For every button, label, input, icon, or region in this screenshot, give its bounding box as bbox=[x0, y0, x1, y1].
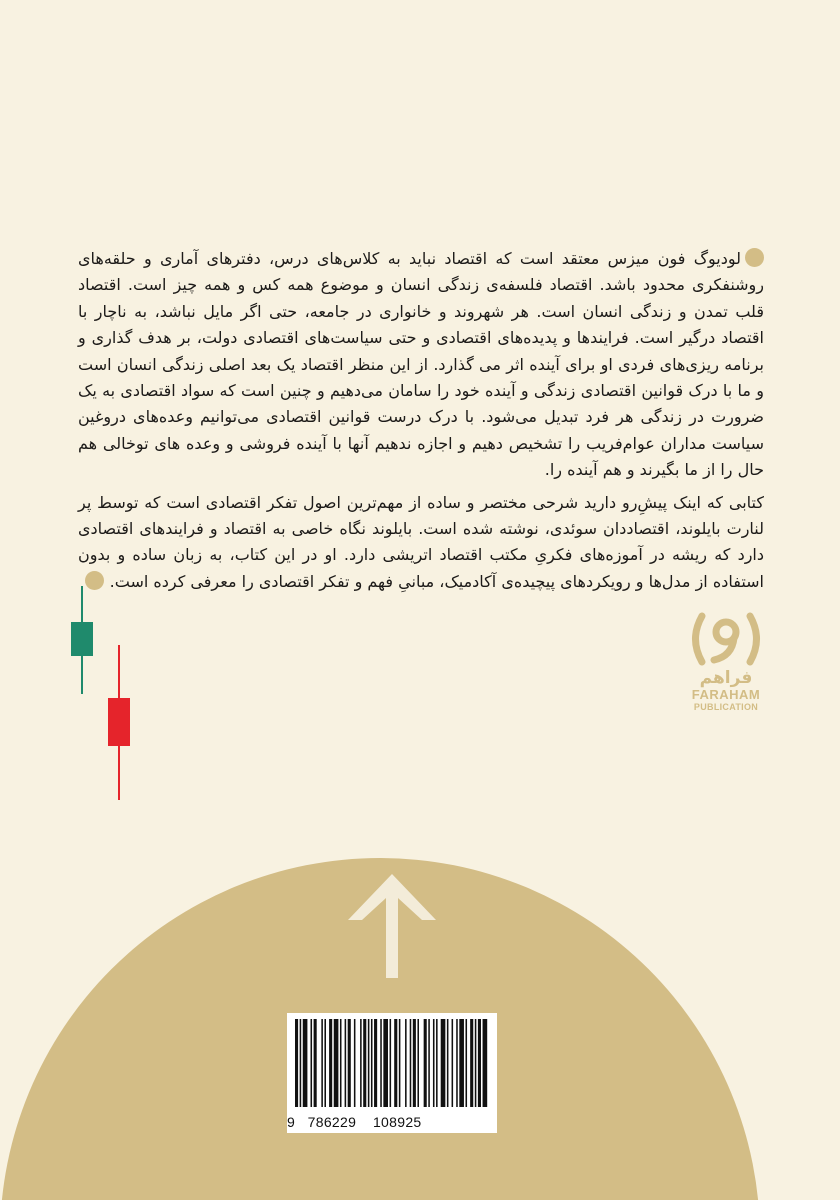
barcode-bar bbox=[368, 1019, 370, 1107]
paragraph-1-text: لودیوگ فون میزس معتقد است که اقتصاد نباید به کلاس‌های درس، دفترهای آماری و حلقه‌های روشنفکری محدود باشد. اقتصاد فلسفه‌ی زندگی انسان و موضوع همه کس و همه چیز است. اقتصاد قلب تمدن و زندگی انسان است. هر شهروند و خانواری در جامعه، حتی اگر مایل نباشد، به ناچار با اقتصاد درگیر است. فرایندها و پدیده‌های اقتصادی و حتی سیاست‌های اقتصادی دولت، بر هدف گذاری و برنامه ریزی‌های فردی او برای آینده اثر می گذارد. از این منظر اقتصاد یک بعد اصلی زندگی انسان است و ما با درک قوانین اقتصادی زندگی و آینده خود را سامان می‌دهیم و چنین است که سواد اقتصادی به یک ضرورت در زندگی هر فرد تبدیل می‌شود. با درک درست قوانین اقتصادی می‌توانیم وعده‌های دروغین سیاست مداران عوام‌فریب را تشخیص دهیم و اجازه ندهیم آنها با آینده فروشی و وعده های توخالی هم حال را از ما بگیرند و هم آینده را. bbox=[78, 249, 764, 480]
barcode-number bbox=[287, 1114, 497, 1130]
paragraph-2-text: کتابی که اینک پیشِ‌رو دارید شرحی مختصر و ساده از مهم‌ترین اصول تفکر اقتصادی است که توسط پر لنارت بایلوند، اقتصاددان سوئدی، نوشته شده است. بایلوند نگاه خاصی به اقتصاد و فرایندهای اقتصادی دارد که ریشه در آموزه‌های فکریِ مکتب اقتصاد اتریشی دارد. او در این کتاب، به زبان ساده و بدون استفاده از مدل‌ها و رویکردهای پیچیده‌ی آکادمیک، مبانیِ فهم و تفکر اقتصادی را معرفی کرده است. bbox=[78, 492, 764, 591]
barcode-bar bbox=[340, 1019, 342, 1107]
barcode-bar bbox=[405, 1019, 407, 1107]
barcode-bar bbox=[483, 1019, 488, 1107]
red-candle-icon bbox=[108, 645, 130, 800]
barcode-bar bbox=[324, 1019, 326, 1107]
publisher-name-en: FARAHAM bbox=[691, 687, 761, 702]
barcode-bar bbox=[363, 1019, 366, 1107]
publisher-logo bbox=[686, 612, 766, 713]
barcode-bar bbox=[334, 1019, 339, 1107]
publisher-emblem-icon bbox=[688, 612, 764, 666]
barcode-bar bbox=[466, 1019, 468, 1107]
barcode-bar bbox=[447, 1019, 449, 1107]
barcode-bar bbox=[348, 1019, 351, 1107]
barcode-bar bbox=[360, 1019, 362, 1107]
barcode-bar bbox=[470, 1019, 473, 1107]
green-candle-icon bbox=[71, 586, 93, 694]
barcode-bar bbox=[394, 1019, 397, 1107]
barcode-bar bbox=[456, 1019, 458, 1107]
barcode-bar bbox=[303, 1019, 308, 1107]
barcode-bar bbox=[383, 1019, 388, 1107]
publisher-name-fa: فراهم bbox=[699, 668, 753, 688]
barcode-bar bbox=[371, 1019, 373, 1107]
barcode-bar bbox=[433, 1019, 435, 1107]
description-paragraph-1 bbox=[78, 246, 764, 484]
barcode-bar bbox=[354, 1019, 356, 1107]
barcode-bar bbox=[399, 1019, 401, 1107]
barcode-bar bbox=[478, 1019, 481, 1107]
barcode-bar bbox=[321, 1019, 323, 1107]
description-paragraph-2 bbox=[78, 490, 764, 596]
barcode-bar bbox=[311, 1019, 313, 1107]
barcode-group-2: 108925 bbox=[372, 1114, 422, 1130]
barcode-bar bbox=[413, 1019, 416, 1107]
barcode-bar bbox=[314, 1019, 317, 1107]
up-arrow-icon bbox=[342, 870, 442, 980]
barcode-bar bbox=[441, 1019, 446, 1107]
barcode-bar bbox=[390, 1019, 392, 1107]
barcode-bar bbox=[295, 1019, 298, 1107]
barcode-bar bbox=[410, 1019, 412, 1107]
barcode-bar bbox=[380, 1019, 382, 1107]
barcode-bar bbox=[459, 1019, 464, 1107]
barcode-bar bbox=[345, 1019, 347, 1107]
publisher-subtitle: PUBLICATION bbox=[693, 702, 759, 712]
barcode-bar bbox=[424, 1019, 427, 1107]
description-block bbox=[78, 246, 764, 601]
isbn-barcode bbox=[287, 1013, 497, 1133]
barcode-bar bbox=[452, 1019, 454, 1107]
bullet-end-icon bbox=[85, 571, 104, 590]
barcode-bar bbox=[475, 1019, 477, 1107]
barcode-prefix: 9 bbox=[287, 1114, 296, 1130]
barcode-bar bbox=[417, 1019, 419, 1107]
barcode-bar bbox=[374, 1019, 377, 1107]
barcode-bar bbox=[300, 1019, 302, 1107]
bullet-icon bbox=[745, 248, 764, 267]
barcode-bars bbox=[287, 1013, 497, 1109]
barcode-group-1: 786229 bbox=[307, 1114, 357, 1130]
barcode-bar bbox=[428, 1019, 430, 1107]
barcode-bar bbox=[329, 1019, 332, 1107]
barcode-bar bbox=[436, 1019, 438, 1107]
